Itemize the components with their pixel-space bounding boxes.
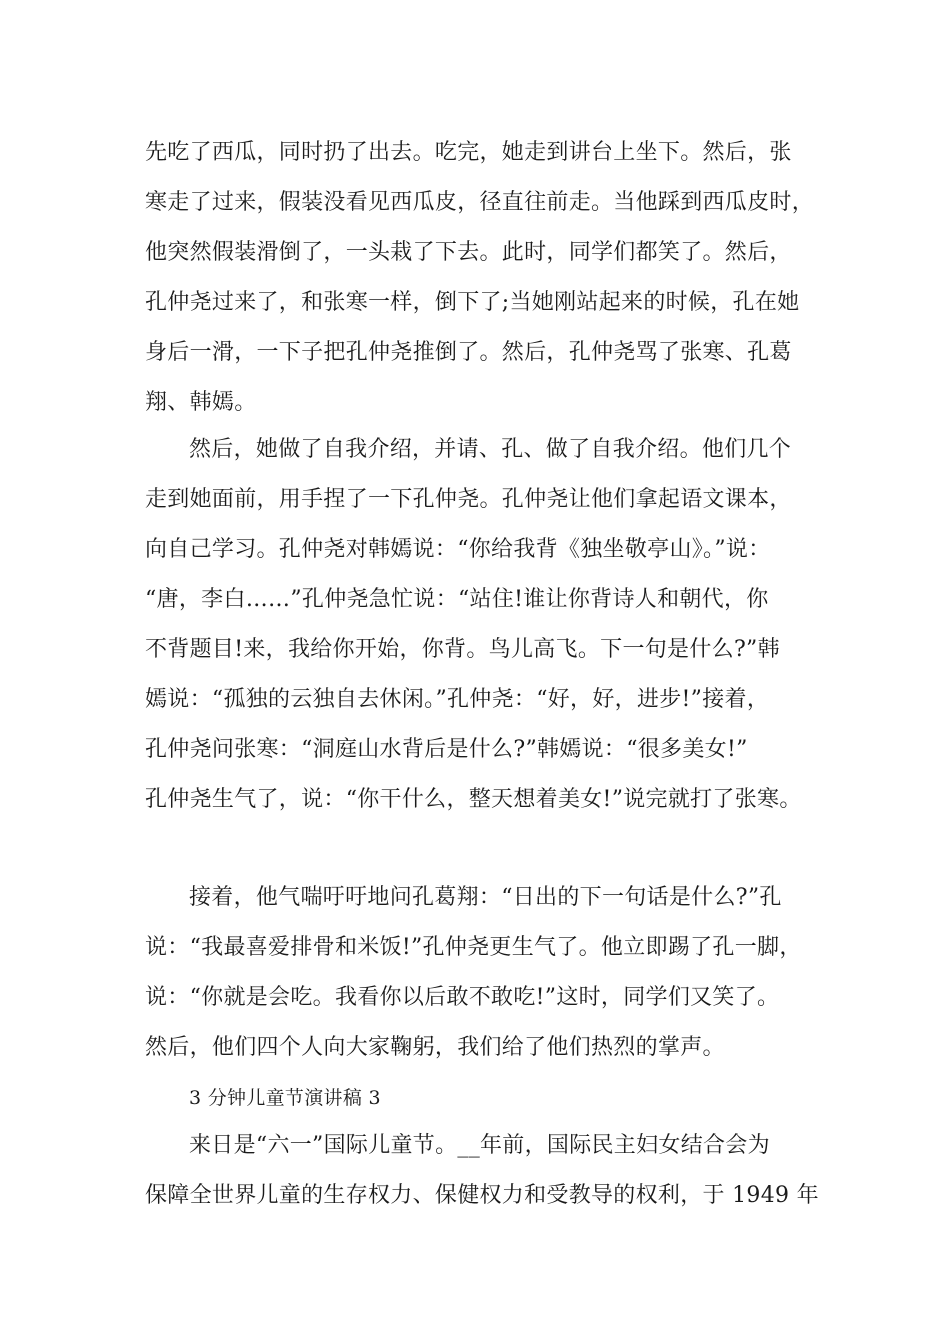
paragraph-2-line-4: “唐，李白……”孔仲尧急忙说：“站住!谁让你背诗人和朝代，你 <box>145 587 769 612</box>
paragraph-2-line-8: 孔仲尧生气了，说：“你干什么，整天想着美女!”说完就打了张寒。 <box>145 787 802 812</box>
paragraph-2-line-3: 向自己学习。孔仲尧对韩嫣说：“你给我背《独坐敬亭山》。”说： <box>145 537 771 562</box>
section-heading: 3 分钟儿童节演讲稿 3 <box>189 1087 381 1109</box>
paragraph-2-line-7: 孔仲尧问张寒：“洞庭山水背后是什么?”韩嫣说：“很多美女!” <box>145 737 748 762</box>
paragraph-4-line-2: 保障全世界儿童的生存权力、保健权力和受教导的权利，于 1949 年 <box>145 1183 819 1208</box>
paragraph-1-line-1: 先吃了西瓜，同时扔了出去。吃完，她走到讲台上坐下。然后，张 <box>145 140 792 165</box>
paragraph-1-line-5: 身后一滑，一下子把孔仲尧推倒了。然后，孔仲尧骂了张寒、孔葛 <box>145 340 792 365</box>
paragraph-2-line-1: 然后，她做了自我介绍，并请、孔、做了自我介绍。他们几个 <box>189 437 792 462</box>
paragraph-2-line-6: 嫣说：“孤独的云独自去休闲。”孔仲尧：“好，好，进步!”接着， <box>145 687 770 712</box>
paragraph-1-line-6: 翔、韩嫣。 <box>145 390 257 415</box>
paragraph-1-line-4: 孔仲尧过来了，和张寒一样，倒下了;当她刚站起来的时候，孔在她 <box>145 290 800 315</box>
paragraph-1-line-3: 他突然假装滑倒了，一头栽了下去。此时，同学们都笑了。然后， <box>145 240 792 265</box>
paragraph-3-line-4: 然后，他们四个人向大家鞠躬，我们给了他们热烈的掌声。 <box>145 1035 725 1060</box>
paragraph-3-line-2: 说：“我最喜爱排骨和米饭!”孔仲尧更生气了。他立即踢了孔一脚， <box>145 935 802 960</box>
paragraph-2-line-2: 走到她面前，用手捏了一下孔仲尧。孔仲尧让他们拿起语文课本， <box>145 487 792 512</box>
paragraph-3-line-1: 接着，他气喘吁吁地问孔葛翔：“日出的下一句话是什么?”孔 <box>189 885 782 910</box>
paragraph-4-line-1: 来日是“六一”国际儿童节。__年前，国际民主妇女结合会为 <box>189 1133 770 1158</box>
paragraph-1-line-2: 寒走了过来，假装没看见西瓜皮，径直往前走。当他踩到西瓜皮时， <box>145 190 815 215</box>
paragraph-2-line-5: 不背题目!来，我给你开始，你背。鸟儿高飞。下一句是什么?”韩 <box>145 637 780 662</box>
paragraph-3-line-3: 说：“你就是会吃。我看你以后敢不敢吃!”这时，同学们又笑了。 <box>145 985 780 1010</box>
